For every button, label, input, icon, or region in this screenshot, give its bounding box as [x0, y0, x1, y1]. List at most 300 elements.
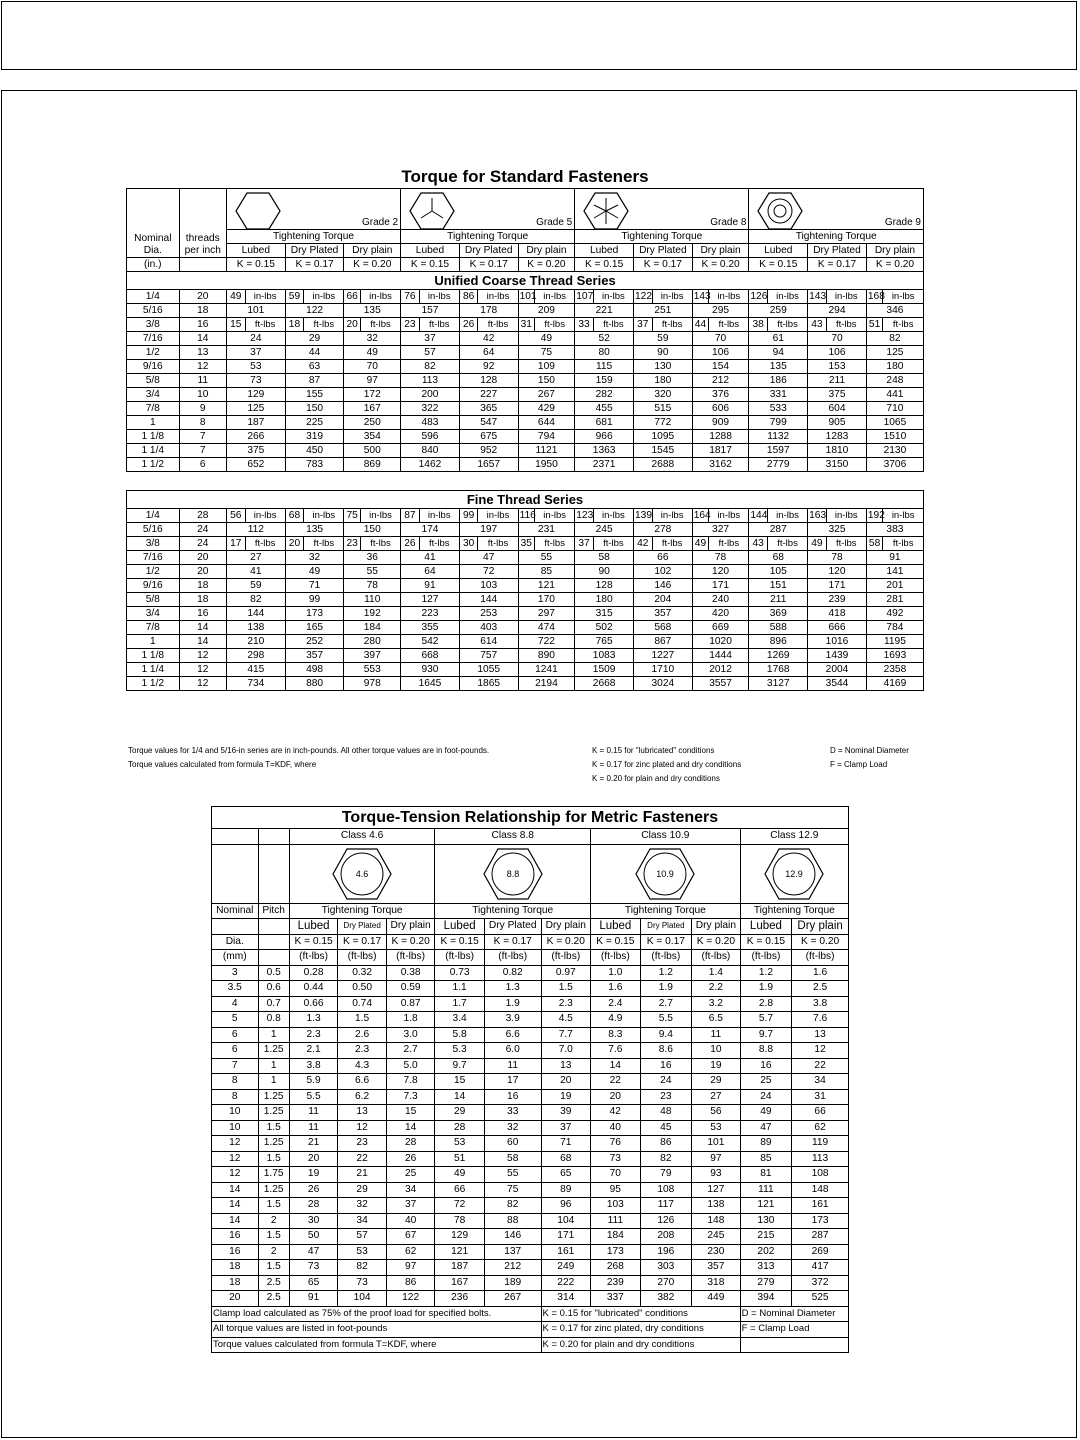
torque-value: 14 [435, 1089, 485, 1105]
torque-value: 78 [692, 551, 749, 565]
unit-cell: ft-lbs [709, 318, 749, 332]
torque-value: 104 [541, 1213, 591, 1229]
torque-value: 21 [338, 1167, 387, 1183]
torque-value: 192 [867, 510, 885, 521]
unit-cell: in-lbs [826, 290, 866, 304]
torque-value: 14 [386, 1120, 435, 1136]
torque-value: 141 [866, 565, 923, 579]
tightening-torque-label: Tightening Torque [435, 903, 591, 919]
pitch-cell: 1.25 [258, 1182, 289, 1198]
torque-value: 108 [640, 1182, 692, 1198]
torque-value: 22 [338, 1151, 387, 1167]
dia-cell: 7/16 [127, 332, 180, 346]
torque-value: 1462 [401, 458, 460, 472]
nominal-header: Nominal [212, 903, 259, 919]
torque-value: 604 [808, 402, 867, 416]
grade-2-label: Grade 2 [361, 217, 399, 228]
torque-value: 59 [285, 290, 304, 304]
torque-value: 0.74 [338, 996, 387, 1012]
sub-label: Dry Plated [633, 244, 692, 258]
torque-value: 73 [289, 1260, 338, 1276]
table-row [212, 1012, 849, 1028]
nominal-cell: 18 [212, 1275, 259, 1291]
torque-value: 215 [740, 1229, 792, 1245]
torque-value: 76 [401, 290, 420, 304]
mark-8-8: 8.8 [506, 868, 519, 879]
threads-cell: 12 [179, 677, 226, 691]
dia-cell: 3/8 [127, 537, 180, 551]
torque-value: 259 [749, 304, 808, 318]
torque-value: 245 [692, 1229, 741, 1245]
dia-cell: 1 1/8 [127, 649, 180, 663]
torque-value: 2.8 [740, 996, 792, 1012]
torque-value: 2779 [749, 458, 808, 472]
unit-cell: ft-lbs [883, 318, 924, 332]
torque-value: 223 [401, 607, 460, 621]
threads-cell: 18 [179, 593, 226, 607]
dia-cell: 1 [127, 416, 180, 430]
torque-value: 161 [541, 1244, 591, 1260]
torque-value: 38 [749, 318, 768, 332]
nominal-cell: 3.5 [212, 981, 259, 997]
torque-value: 57 [338, 1229, 387, 1245]
torque-value: 109 [518, 360, 575, 374]
k-label: K = 0.20 [866, 258, 923, 272]
threads-cell: 20 [179, 565, 226, 579]
threads-cell: 20 [179, 551, 226, 565]
torque-value: 978 [344, 677, 401, 691]
torque-value: 97 [386, 1260, 435, 1276]
torque-value: 383 [866, 523, 923, 537]
torque-value: 79 [640, 1167, 692, 1183]
torque-value: 1444 [692, 649, 749, 663]
torque-value: 3.4 [435, 1012, 485, 1028]
dia-cell: 1/4 [127, 509, 180, 523]
torque-value: 135 [749, 360, 808, 374]
torque-value: 47 [740, 1120, 792, 1136]
torque-value: 429 [518, 402, 575, 416]
unit-cell: in-lbs [883, 290, 924, 304]
torque-value: 542 [401, 635, 460, 649]
torque-value: 734 [226, 677, 285, 691]
torque-value: 135 [285, 523, 344, 537]
torque-value: 210 [226, 635, 285, 649]
k-label: K = 0.15 [435, 934, 485, 950]
torque-value: 253 [459, 607, 518, 621]
torque-value: 115 [575, 360, 634, 374]
k-label: K = 0.17 [285, 258, 344, 272]
torque-value: 53 [435, 1136, 485, 1152]
torque-value: 3.2 [692, 996, 741, 1012]
dia-cell: 7/16 [127, 551, 180, 565]
torque-value: 1768 [749, 663, 808, 677]
torque-value: 2.7 [386, 1043, 435, 1059]
torque-value: 78 [344, 579, 401, 593]
torque-value: 403 [459, 621, 518, 635]
dia-cell: 5/8 [127, 593, 180, 607]
unit-cell: ft-lbs [767, 537, 807, 551]
table-row [127, 663, 924, 677]
dry-plain-label: Dry plain [792, 919, 849, 935]
torque-value: 120 [808, 565, 867, 579]
torque-value: 525 [792, 1291, 849, 1307]
torque-value: 88 [484, 1213, 541, 1229]
torque-value: 3.8 [289, 1058, 338, 1074]
unit-cell: in-lbs [652, 290, 692, 304]
unit-cell: in-lbs [419, 509, 459, 523]
torque-value: 55 [344, 565, 401, 579]
unit-cell: in-lbs [360, 509, 400, 523]
ftlbs-label: (ft-lbs) [541, 950, 591, 966]
torque-value: 20 [541, 1074, 591, 1090]
torque-value: 1510 [866, 430, 923, 444]
torque-value: 30 [459, 537, 478, 551]
torque-value: 41 [226, 565, 285, 579]
torque-value: 49 [518, 332, 575, 346]
torque-value: 1065 [866, 416, 923, 430]
torque-value: 121 [740, 1198, 792, 1214]
torque-value: 227 [459, 388, 518, 402]
torque-value: 173 [285, 607, 344, 621]
torque-value: 200 [401, 388, 460, 402]
torque-value: 266 [226, 430, 285, 444]
torque-value: 498 [285, 663, 344, 677]
torque-value: 106 [808, 346, 867, 360]
torque-value: 151 [749, 579, 808, 593]
blank-cell [740, 1337, 848, 1353]
torque-value: 2.6 [338, 1027, 387, 1043]
threads-cell: 8 [179, 416, 226, 430]
torque-value: 117 [640, 1198, 692, 1214]
torque-value: 248 [866, 374, 923, 388]
torque-value: 1269 [749, 649, 808, 663]
note-formula: Torque values calculated from formula T=KDF, where [212, 1337, 542, 1353]
torque-value: 204 [633, 593, 692, 607]
torque-value: 2194 [518, 677, 575, 691]
torque-value: 72 [435, 1198, 485, 1214]
table-row [212, 1213, 849, 1229]
torque-value: 184 [344, 621, 401, 635]
torque-value: 128 [575, 579, 634, 593]
torque-value: 138 [692, 1198, 741, 1214]
torque-value: 127 [401, 593, 460, 607]
torque-value: 325 [808, 523, 867, 537]
table-row [212, 1275, 849, 1291]
torque-value: 90 [633, 346, 692, 360]
torque-value: 105 [749, 565, 808, 579]
torque-value: 49 [692, 537, 708, 551]
torque-value: 1817 [692, 444, 749, 458]
note-ftlbs: All torque values are listed in foot-pounds [212, 1322, 542, 1338]
dia-cell: 1 1/8 [127, 430, 180, 444]
tightening-torque-label: Tightening Torque [749, 230, 924, 244]
torque-value: 80 [575, 346, 634, 360]
torque-value: 1710 [633, 663, 692, 677]
torque-value: 75 [484, 1182, 541, 1198]
torque-value: 34 [792, 1074, 849, 1090]
torque-value: 784 [866, 621, 923, 635]
torque-value: 0.97 [541, 965, 591, 981]
pitch-cell: 2.5 [258, 1291, 289, 1307]
unit-cell: in-lbs [304, 290, 344, 304]
torque-value: 89 [541, 1182, 591, 1198]
torque-value: 596 [401, 430, 460, 444]
torque-value: 4.9 [591, 1012, 641, 1028]
torque-value: 222 [541, 1275, 591, 1291]
torque-value: 192 [344, 607, 401, 621]
unit-cell: ft-lbs [360, 318, 400, 332]
torque-value: 8.3 [591, 1027, 641, 1043]
unit-cell: ft-lbs [535, 537, 575, 551]
unit-cell: in-lbs [767, 290, 807, 304]
k-label: K = 0.20 [344, 258, 401, 272]
sub-label: Lubed [226, 244, 285, 258]
k-label: K = 0.17 [459, 258, 518, 272]
k-label: K = 0.15 [740, 934, 792, 950]
torque-value: 122 [386, 1291, 435, 1307]
ftlbs-label: (ft-lbs) [591, 950, 641, 966]
torque-value: 76 [591, 1136, 641, 1152]
torque-value: 15 [226, 318, 245, 332]
sub-label: Lubed [575, 244, 634, 258]
torque-value: 7.8 [386, 1074, 435, 1090]
torque-value: 16 [640, 1058, 692, 1074]
sub-label: Dry Plated [285, 244, 344, 258]
pitch-cell: 1.5 [258, 1120, 289, 1136]
torque-value: 129 [435, 1229, 485, 1245]
torque-value: 57 [401, 346, 460, 360]
tightening-torque-label: Tightening Torque [289, 903, 435, 919]
torque-value: 126 [750, 291, 768, 302]
ftlbs-label: (ft-lbs) [740, 950, 792, 966]
torque-value: 614 [459, 635, 518, 649]
torque-value: 314 [541, 1291, 591, 1307]
torque-value: 287 [792, 1229, 849, 1245]
table-row [127, 346, 924, 360]
torque-value: 59 [226, 579, 285, 593]
torque-value: 794 [518, 430, 575, 444]
torque-value: 187 [435, 1260, 485, 1276]
torque-value: 144 [226, 607, 285, 621]
pitch-cell: 0.8 [258, 1012, 289, 1028]
class-10-9-hex [591, 844, 741, 903]
torque-value: 757 [459, 649, 518, 663]
pitch-cell: 0.7 [258, 996, 289, 1012]
torque-value: 137 [484, 1244, 541, 1260]
torque-value: 1083 [575, 649, 634, 663]
torque-value: 8.8 [740, 1043, 792, 1059]
torque-value: 165 [285, 621, 344, 635]
torque-value: 372 [792, 1275, 849, 1291]
nominal-cell: 16 [212, 1229, 259, 1245]
fine-series-title: Fine Thread Series [127, 491, 924, 509]
torque-value: 1.6 [591, 981, 641, 997]
torque-value: 500 [344, 444, 401, 458]
torque-value: 644 [518, 416, 575, 430]
torque-value: 245 [575, 523, 634, 537]
grade-2-header [226, 189, 400, 230]
torque-value: 765 [575, 635, 634, 649]
torque-value: 59 [633, 332, 692, 346]
ftlbs-label: (ft-lbs) [289, 950, 338, 966]
torque-value: 3.8 [792, 996, 849, 1012]
table-row [212, 1136, 849, 1152]
table-row [127, 649, 924, 663]
table-row [127, 677, 924, 691]
class-10-9-label: Class 10.9 [591, 829, 741, 845]
torque-value: 568 [633, 621, 692, 635]
torque-value: 783 [285, 458, 344, 472]
sub-label: Dry plain [344, 244, 401, 258]
pitch-header: Pitch [258, 903, 289, 919]
torque-value: 397 [344, 649, 401, 663]
mark-10-9: 10.9 [656, 868, 675, 879]
torque-value: 20 [289, 1151, 338, 1167]
torque-value: 42 [633, 537, 652, 551]
table-row [127, 593, 924, 607]
torque-value: 75 [344, 509, 360, 523]
torque-value: 107 [576, 291, 594, 302]
torque-value: 171 [692, 579, 749, 593]
pitch-cell: 2.5 [258, 1275, 289, 1291]
note-k1: K = 0.15 for "lubricated" conditions [541, 1306, 740, 1322]
nominal-cell: 12 [212, 1136, 259, 1152]
torque-value: 710 [866, 402, 923, 416]
tightening-torque-label: Tightening Torque [591, 903, 741, 919]
torque-value: 474 [518, 621, 575, 635]
torque-value: 24 [740, 1089, 792, 1105]
torque-value: 150 [518, 374, 575, 388]
nominal-cell: 8 [212, 1089, 259, 1105]
torque-value: 78 [435, 1213, 485, 1229]
torque-value: 666 [808, 621, 867, 635]
torque-value: 50 [289, 1229, 338, 1245]
torque-value: 97 [344, 374, 401, 388]
note-d: D = Nominal Diameter [740, 1306, 848, 1322]
torque-value: 21 [289, 1136, 338, 1152]
note-k2: K = 0.17 for zinc plated, dry conditions [541, 1322, 740, 1338]
dia-cell: 5/8 [127, 374, 180, 388]
torque-value: 297 [518, 607, 575, 621]
torque-value: 840 [401, 444, 460, 458]
threads-cell: 16 [179, 318, 226, 332]
torque-value: 0.44 [289, 981, 338, 997]
torque-value: 905 [808, 416, 867, 430]
torque-value: 3127 [749, 677, 808, 691]
torque-value: 0.28 [289, 965, 338, 981]
threads-cell: 13 [179, 346, 226, 360]
torque-value: 171 [541, 1229, 591, 1245]
torque-value: 159 [575, 374, 634, 388]
nominal-cell: 5 [212, 1012, 259, 1028]
table-row [127, 607, 924, 621]
dia-cell: 1/2 [127, 565, 180, 579]
torque-value: 281 [866, 593, 923, 607]
pitch-cell: 1.25 [258, 1105, 289, 1121]
torque-value: 138 [226, 621, 285, 635]
torque-value: 40 [591, 1120, 641, 1136]
table-row [212, 1244, 849, 1260]
torque-value: 45 [640, 1120, 692, 1136]
unit-cell: ft-lbs [709, 537, 749, 551]
note-k3: K = 0.20 for plain and dry conditions [541, 1337, 740, 1353]
unit-cell: ft-lbs [245, 537, 285, 551]
sub-label: Dry Plated [808, 244, 867, 258]
torque-value: 37 [541, 1120, 591, 1136]
tightening-torque-label: Tightening Torque [575, 230, 749, 244]
torque-value: 354 [344, 430, 401, 444]
threads-cell: 16 [179, 607, 226, 621]
torque-value: 121 [435, 1244, 485, 1260]
torque-value: 2004 [808, 663, 867, 677]
torque-value: 211 [749, 593, 808, 607]
metric-title: Torque-Tension Relationship for Metric Fasteners [212, 807, 849, 829]
torque-value: 417 [792, 1260, 849, 1276]
torque-value: 148 [692, 1213, 741, 1229]
torque-value: 1132 [749, 430, 808, 444]
torque-value: 64 [401, 565, 460, 579]
torque-value: 1810 [808, 444, 867, 458]
torque-value: 369 [749, 607, 808, 621]
dia-cell: 3/4 [127, 607, 180, 621]
torque-value: 5.8 [435, 1027, 485, 1043]
threads-header: threads per inch [179, 189, 226, 258]
torque-value: 122 [634, 291, 652, 302]
unit-cell: in-lbs [593, 290, 633, 304]
mark-4-6: 4.6 [355, 868, 369, 879]
torque-value: 32 [484, 1120, 541, 1136]
pitch-cell: 1.25 [258, 1089, 289, 1105]
note-k1: K = 0.15 for "lubricated" conditions [592, 746, 715, 755]
torque-value: 11 [289, 1105, 338, 1121]
torque-value: 1095 [633, 430, 692, 444]
unit-cell: ft-lbs [826, 537, 866, 551]
torque-value: 8.6 [640, 1043, 692, 1059]
mm-label: (mm) [212, 950, 259, 966]
torque-value: 15 [435, 1074, 485, 1090]
torque-value: 47 [459, 551, 518, 565]
torque-value: 94 [749, 346, 808, 360]
torque-value: 4.3 [338, 1058, 387, 1074]
table-row [127, 360, 924, 374]
torque-value: 269 [792, 1244, 849, 1260]
torque-value: 1016 [808, 635, 867, 649]
torque-value: 7.6 [792, 1012, 849, 1028]
torque-value: 357 [692, 1260, 741, 1276]
torque-value: 449 [692, 1291, 741, 1307]
torque-value: 49 [808, 537, 827, 551]
standard-notes [126, 744, 924, 786]
torque-value: 23 [401, 318, 420, 332]
torque-value: 72 [459, 565, 518, 579]
blank-cell [258, 934, 289, 950]
torque-value: 375 [226, 444, 285, 458]
torque-value: 19 [692, 1058, 741, 1074]
header-box [1, 1, 1077, 70]
table-row [212, 965, 849, 981]
nominal-cell: 10 [212, 1105, 259, 1121]
torque-value: 346 [866, 304, 923, 318]
torque-value: 129 [226, 388, 285, 402]
torque-value: 14 [591, 1058, 641, 1074]
threads-cell: 7 [179, 444, 226, 458]
torque-value: 1.2 [740, 965, 792, 981]
table-row [127, 537, 924, 551]
threads-cell: 12 [179, 360, 226, 374]
hex-10-9-icon [635, 847, 695, 901]
torque-value: 652 [226, 458, 285, 472]
torque-value: 441 [866, 388, 923, 402]
